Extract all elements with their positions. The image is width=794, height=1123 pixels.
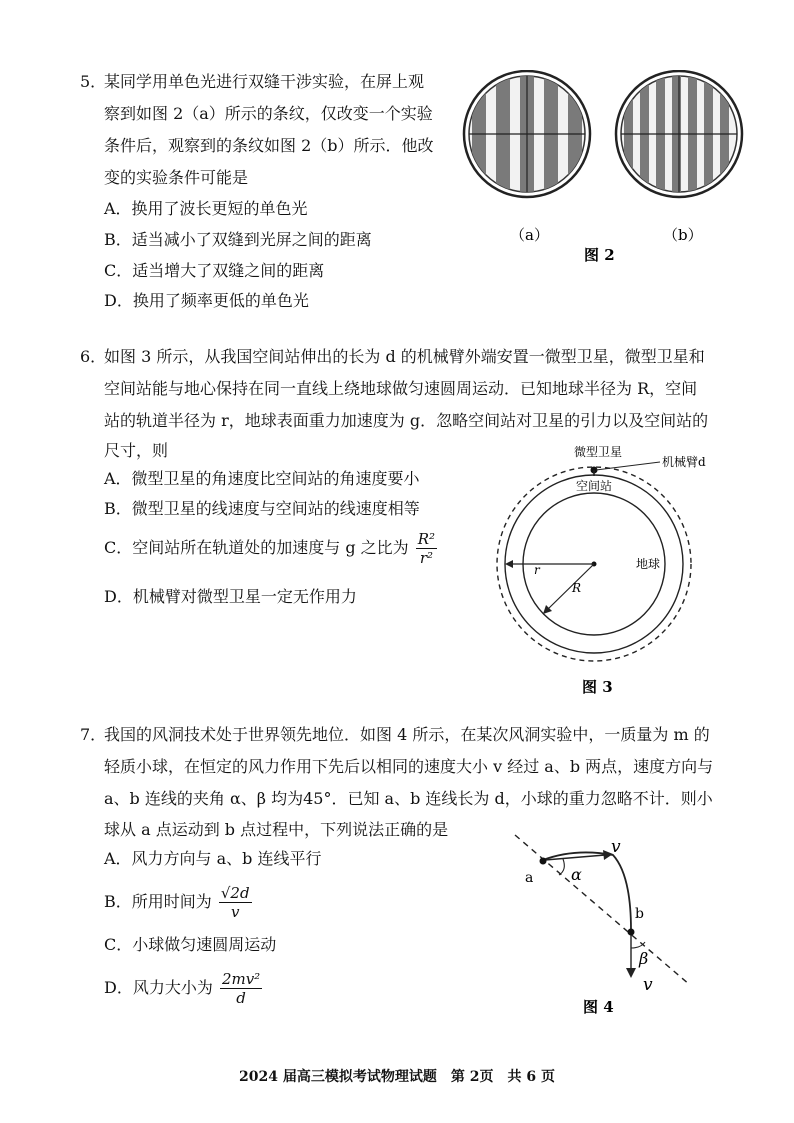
q7-d-den: d [236,989,246,1007]
q7-b-num: √2d [220,884,250,902]
q7-option-d-fraction [220,970,262,1007]
q7-b-den: v [230,903,240,921]
q7-line-1: 我国的风洞技术处于世界领先地位．如图 4 所示，在某次风洞实验中，一质量为 m 的 [104,725,710,744]
q5-option-a: A．换用了波长更短的单色光 [104,199,308,218]
ab-line [515,835,690,985]
q7-option-a: A．风力方向与 a、b 连线平行 [104,849,322,868]
q6-option-b: B．微型卫星的线速度与空间站的线速度相等 [104,499,420,518]
q6-line-2: 空间站能与地心保持在同一直线上绕地球做匀速圆周运动．已知地球半径为 R，空间 [104,379,698,398]
q5-option-c: C．适当增大了双缝之间的距离 [104,261,325,280]
q7-option-c: C．小球做匀速圆周运动 [104,935,277,954]
q6-option-c-text: C．空间站所在轨道处的加速度与 g 之比为 [104,538,409,557]
q7-option-b [104,884,252,921]
q7-line-4: 球从 a 点运动到 b 点过程中，下列说法正确的是 [104,820,449,839]
fig3-station-label: 空间站 [576,479,613,493]
q7-line-3: a、b 连线的夹角 α、β 均为45°．已知 a、b 连线长为 d，小球的重力忽略不计．则小 [104,789,713,808]
fig3-caption: 图 3 [582,678,613,696]
q5-option-d: D．换用了频率更低的单色光 [104,291,309,310]
q5-line-2: 察到如图 2（a）所示的条纹，仅改变一个实验 [104,104,433,123]
fig4-alpha: α [571,865,582,884]
point-b [628,929,635,936]
q6-line-4: 尺寸，则 [104,441,169,460]
q6-option-c-fraction [416,530,437,567]
fig3-arm-label: 机械臂d [662,455,706,469]
q7-number: 7． [80,725,107,744]
fig2-caption: 图 2 [584,246,615,264]
q7-line-2: 轻质小球，在恒定的风力作用下先后以相同的速度大小 v 经过 a、b 两点，速度方向与 [104,757,714,776]
q6-line-3: 站的轨道半径为 r，地球表面重力加速度为 g．忽略空间站对卫星的引力以及空间站的 [104,411,709,430]
point-a [540,858,547,865]
fig2-label-a: （a） [510,226,549,244]
fig4-v2: v [643,975,653,995]
figure-3 [490,440,710,700]
q7-option-b-fraction [219,884,252,921]
q5-number: 5． [80,72,107,91]
fig4-label-a: a [525,870,534,886]
fig3-earth-label: 地球 [636,557,661,571]
fringe-pattern-b [616,70,742,200]
trajectory [543,852,631,930]
fig3-satellite-label: 微型卫星 [574,445,623,459]
q6-frac-den: r² [419,549,434,567]
q6-frac-num: R² [417,530,436,548]
fringe-pattern-a [464,70,590,200]
q6-number: 6． [80,347,107,366]
figure-2 [460,70,750,270]
q6-line-1: 如图 3 所示，从我国空间站伸出的长为 d 的机械臂外端安置一微型卫星，微型卫星和 [104,347,705,366]
q5-line-1: 某同学用单色光进行双缝干涉实验，在屏上观 [104,72,425,91]
q7-option-d [104,970,262,1007]
fig3-r-label: r [534,563,540,577]
fig4-caption: 图 4 [583,998,614,1016]
q6-option-c [104,530,437,567]
q6-option-a: A．微型卫星的角速度比空间站的角速度要小 [104,469,420,488]
q5-option-b: B．适当减小了双缝到光屏之间的距离 [104,230,372,249]
fig4-v1: v [611,837,621,857]
fig2-label-b: （b） [663,226,703,244]
q7-option-d-text: D．风力大小为 [104,978,213,997]
q5-line-4: 变的实验条件可能是 [104,168,249,187]
q7-d-num: 2mv² [221,970,261,988]
fig4-label-b: b [635,906,644,922]
fig3-R-label: R [572,581,582,595]
q5-line-3: 条件后，观察到的条纹如图 2（b）所示．他改 [104,136,434,155]
page-footer: 2024 届高三模拟考试物理试题 第 2页 共 6 页 [239,1069,555,1085]
figure-4 [505,830,705,1020]
fig4-beta: β [639,949,649,968]
q7-option-b-text: B．所用时间为 [104,892,212,911]
q6-option-d: D．机械臂对微型卫星一定无作用力 [104,587,357,606]
